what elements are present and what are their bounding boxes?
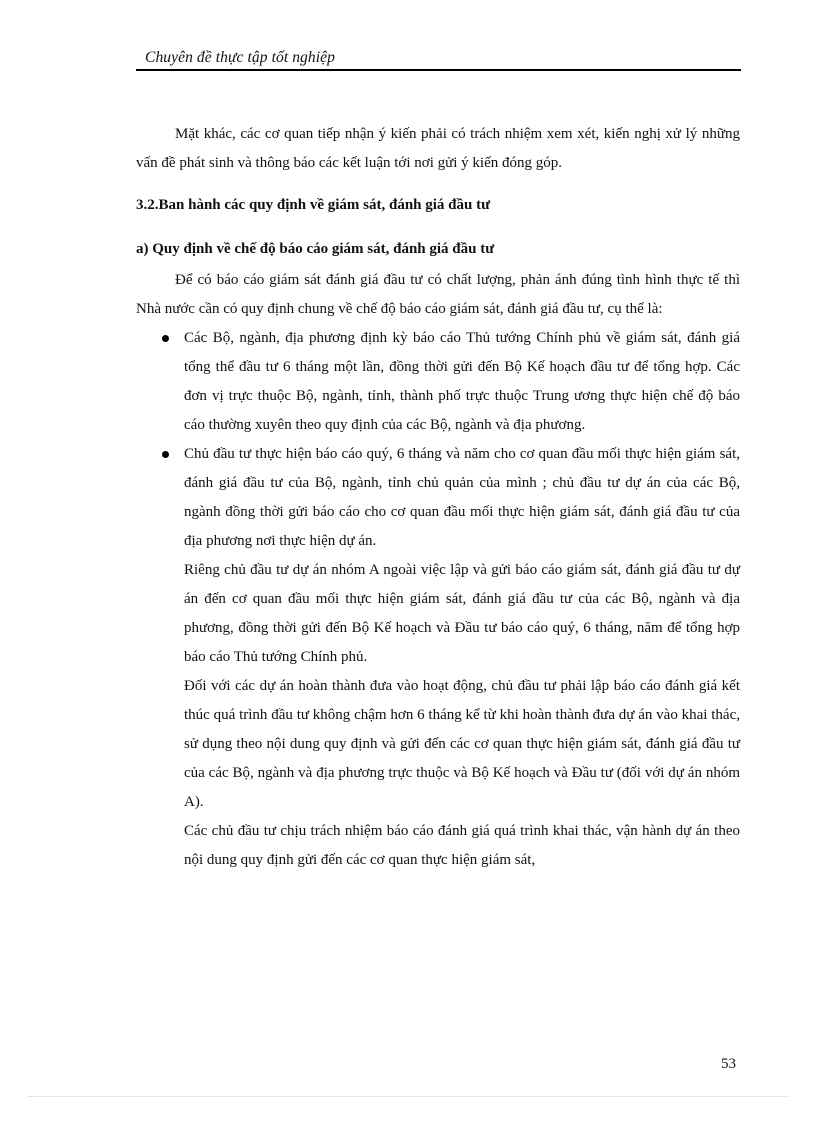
header-divider	[136, 69, 741, 71]
bullet-text: Chủ đầu tư thực hiện báo cáo quý, 6 tháng và năm cho cơ quan đầu mối thực hiện giám sát, đánh giá đầu tư của Bộ, ngành, tỉnh chủ quản của mình ; chủ đầu tư dự án của các Bộ, ngành đồng thời gửi báo cáo cho cơ quan đầu mối thực hiện giám sát, đánh giá đầu tư của địa phương nơi thực hiện dự án.	[184, 446, 740, 549]
section-heading: 3.2.Ban hành các quy định về giám sát, đánh giá đầu tư	[136, 197, 491, 213]
bullet-icon	[162, 451, 169, 458]
subsection-heading: a) Quy định về chế độ báo cáo giám sát, đánh giá đầu tư	[136, 241, 495, 257]
bullet-icon	[162, 335, 169, 342]
bullet-item	[136, 324, 740, 440]
page-number: 53	[721, 1056, 736, 1072]
intro-paragraph: Mặt khác, các cơ quan tiếp nhận ý kiến phải có trách nhiệm xem xét, kiến nghị xử lý những vấn đề phát sinh và thông báo các kết luận tới nơi gửi ý kiến đóng góp.	[136, 126, 740, 171]
bullet-item	[136, 440, 740, 556]
bullet-text: Các Bộ, ngành, địa phương định kỳ báo cáo Thủ tướng Chính phủ về giám sát, đánh giá tổng thể đầu tư 6 tháng một lần, đồng thời gửi đến Bộ Kế hoạch đầu tư để tổng hợp. Các đơn vị trực thuộc Bộ, ngành, tỉnh, thành phố trực thuộc Trung ương thực hiện chế độ báo cáo thường xuyên theo quy định của các Bộ, ngành và địa phương.	[184, 330, 740, 433]
continuation-paragraph: Đối với các dự án hoàn thành đưa vào hoạt động, chủ đầu tư phải lập báo cáo đánh giá kết thúc quá trình đầu tư không chậm hơn 6 tháng kể từ khi hoàn thành đưa dự án vào khai thác, sử dụng theo nội dung quy định và gửi đến các cơ quan thực hiện giám sát, đánh giá đầu tư của các Bộ, ngành và địa phương trực thuộc và Bộ Kế hoạch và Đầu tư (đối với dự án nhóm A).	[184, 678, 740, 810]
footer-dotted-line	[28, 1096, 788, 1097]
page-body	[136, 120, 740, 875]
continuation-paragraph: Các chủ đầu tư chịu trách nhiệm báo cáo đánh giá quá trình khai thác, vận hành dự án theo nội dung quy định gửi đến các cơ quan thực hiện giám sát,	[184, 823, 740, 868]
running-header-title: Chuyên đề thực tập tốt nghiệp	[145, 49, 335, 66]
bullet-list	[136, 324, 740, 556]
continuation-paragraph: Riêng chủ đầu tư dự án nhóm A ngoài việc lập và gửi báo cáo giám sát, đánh giá đầu tư dự án đến cơ quan đầu mối thực hiện giám sát, đánh giá đầu tư của các Bộ, ngành và địa phương, đồng thời gửi đến Bộ Kế hoạch và Đầu tư báo cáo quý, 6 tháng, năm để tổng hợp báo cáo Thủ tướng Chính phủ.	[184, 562, 740, 665]
lead-paragraph: Để có báo cáo giám sát đánh giá đầu tư có chất lượng, phản ánh đúng tình hình thực tế thì Nhà nước cần có quy định chung về chế độ báo cáo giám sát, đánh giá đầu tư, cụ thể là:	[136, 272, 740, 317]
